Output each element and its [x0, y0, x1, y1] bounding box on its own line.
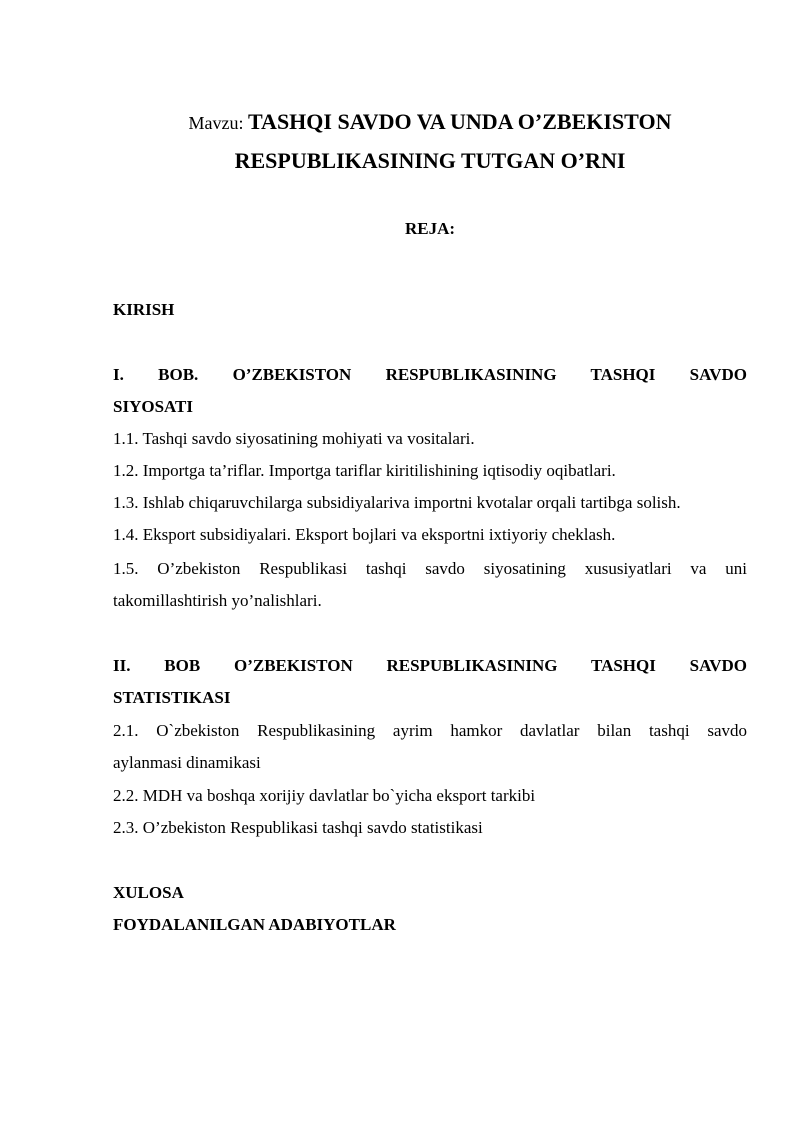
chapter1-item-5-line-1: 1.5. O’zbekiston Respublikasi tashqi savdo siyosatining xususiyatlari va uni — [113, 559, 747, 578]
chapter2-item-1-line-1: 2.1. O`zbekiston Respublikasining ayrim hamkor davlatlar bilan tashqi savdo — [113, 721, 747, 740]
chapter2-heading-line-2: STATISTIKASI — [113, 688, 231, 707]
chapter1-item: 1.1. Tashqi savdo siyosatining mohiyati va vositalari. — [113, 429, 475, 448]
plan-heading: REJA: — [404, 219, 456, 238]
chapter1-item-5-line-2: takomillashtirish yo’nalishlari. — [113, 591, 322, 610]
chapter1-heading-line-1: I. BOB. O’ZBEKISTON RESPUBLIKASINING TASHQI SAVDO — [113, 365, 747, 384]
intro-heading: KIRISH — [113, 300, 175, 319]
chapter1-item: 1.4. Eksport subsidiyalari. Eksport bojlari va eksportni ixtiyoriy cheklash. — [113, 525, 616, 544]
chapter1-item: 1.3. Ishlab chiqaruvchilarga subsidiyalariva importni kvotalar orqali tartibga solish. — [113, 493, 681, 512]
chapter1-heading-line-2: SIYOSATI — [113, 397, 193, 416]
document-title-line-1 — [100, 104, 760, 141]
chapter2-item-1-line-2: aylanmasi dinamikasi — [113, 753, 261, 772]
document-title-line-2: RESPUBLIKASINING TUTGAN O’RNI — [234, 148, 626, 173]
title-text-1: TASHQI SAVDO VA UNDA O’ZBEKISTON — [248, 109, 672, 134]
conclusion-heading: XULOSA — [113, 883, 184, 902]
references-heading: FOYDALANILGAN ADABIYOTLAR — [113, 915, 396, 934]
chapter2-item: 2.2. MDH va boshqa xorijiy davlatlar bo`yicha eksport tarkibi — [113, 786, 536, 805]
title-prefix: Mavzu: — [188, 113, 249, 133]
chapter2-heading-line-1: II. BOB O’ZBEKISTON RESPUBLIKASINING TASHQI SAVDO — [113, 656, 747, 675]
chapter2-item: 2.3. O’zbekiston Respublikasi tashqi savdo statistikasi — [113, 818, 483, 837]
chapter1-item: 1.2. Importga ta’riflar. Importga tariflar kiritilishining iqtisodiy oqibatlari. — [113, 461, 616, 480]
